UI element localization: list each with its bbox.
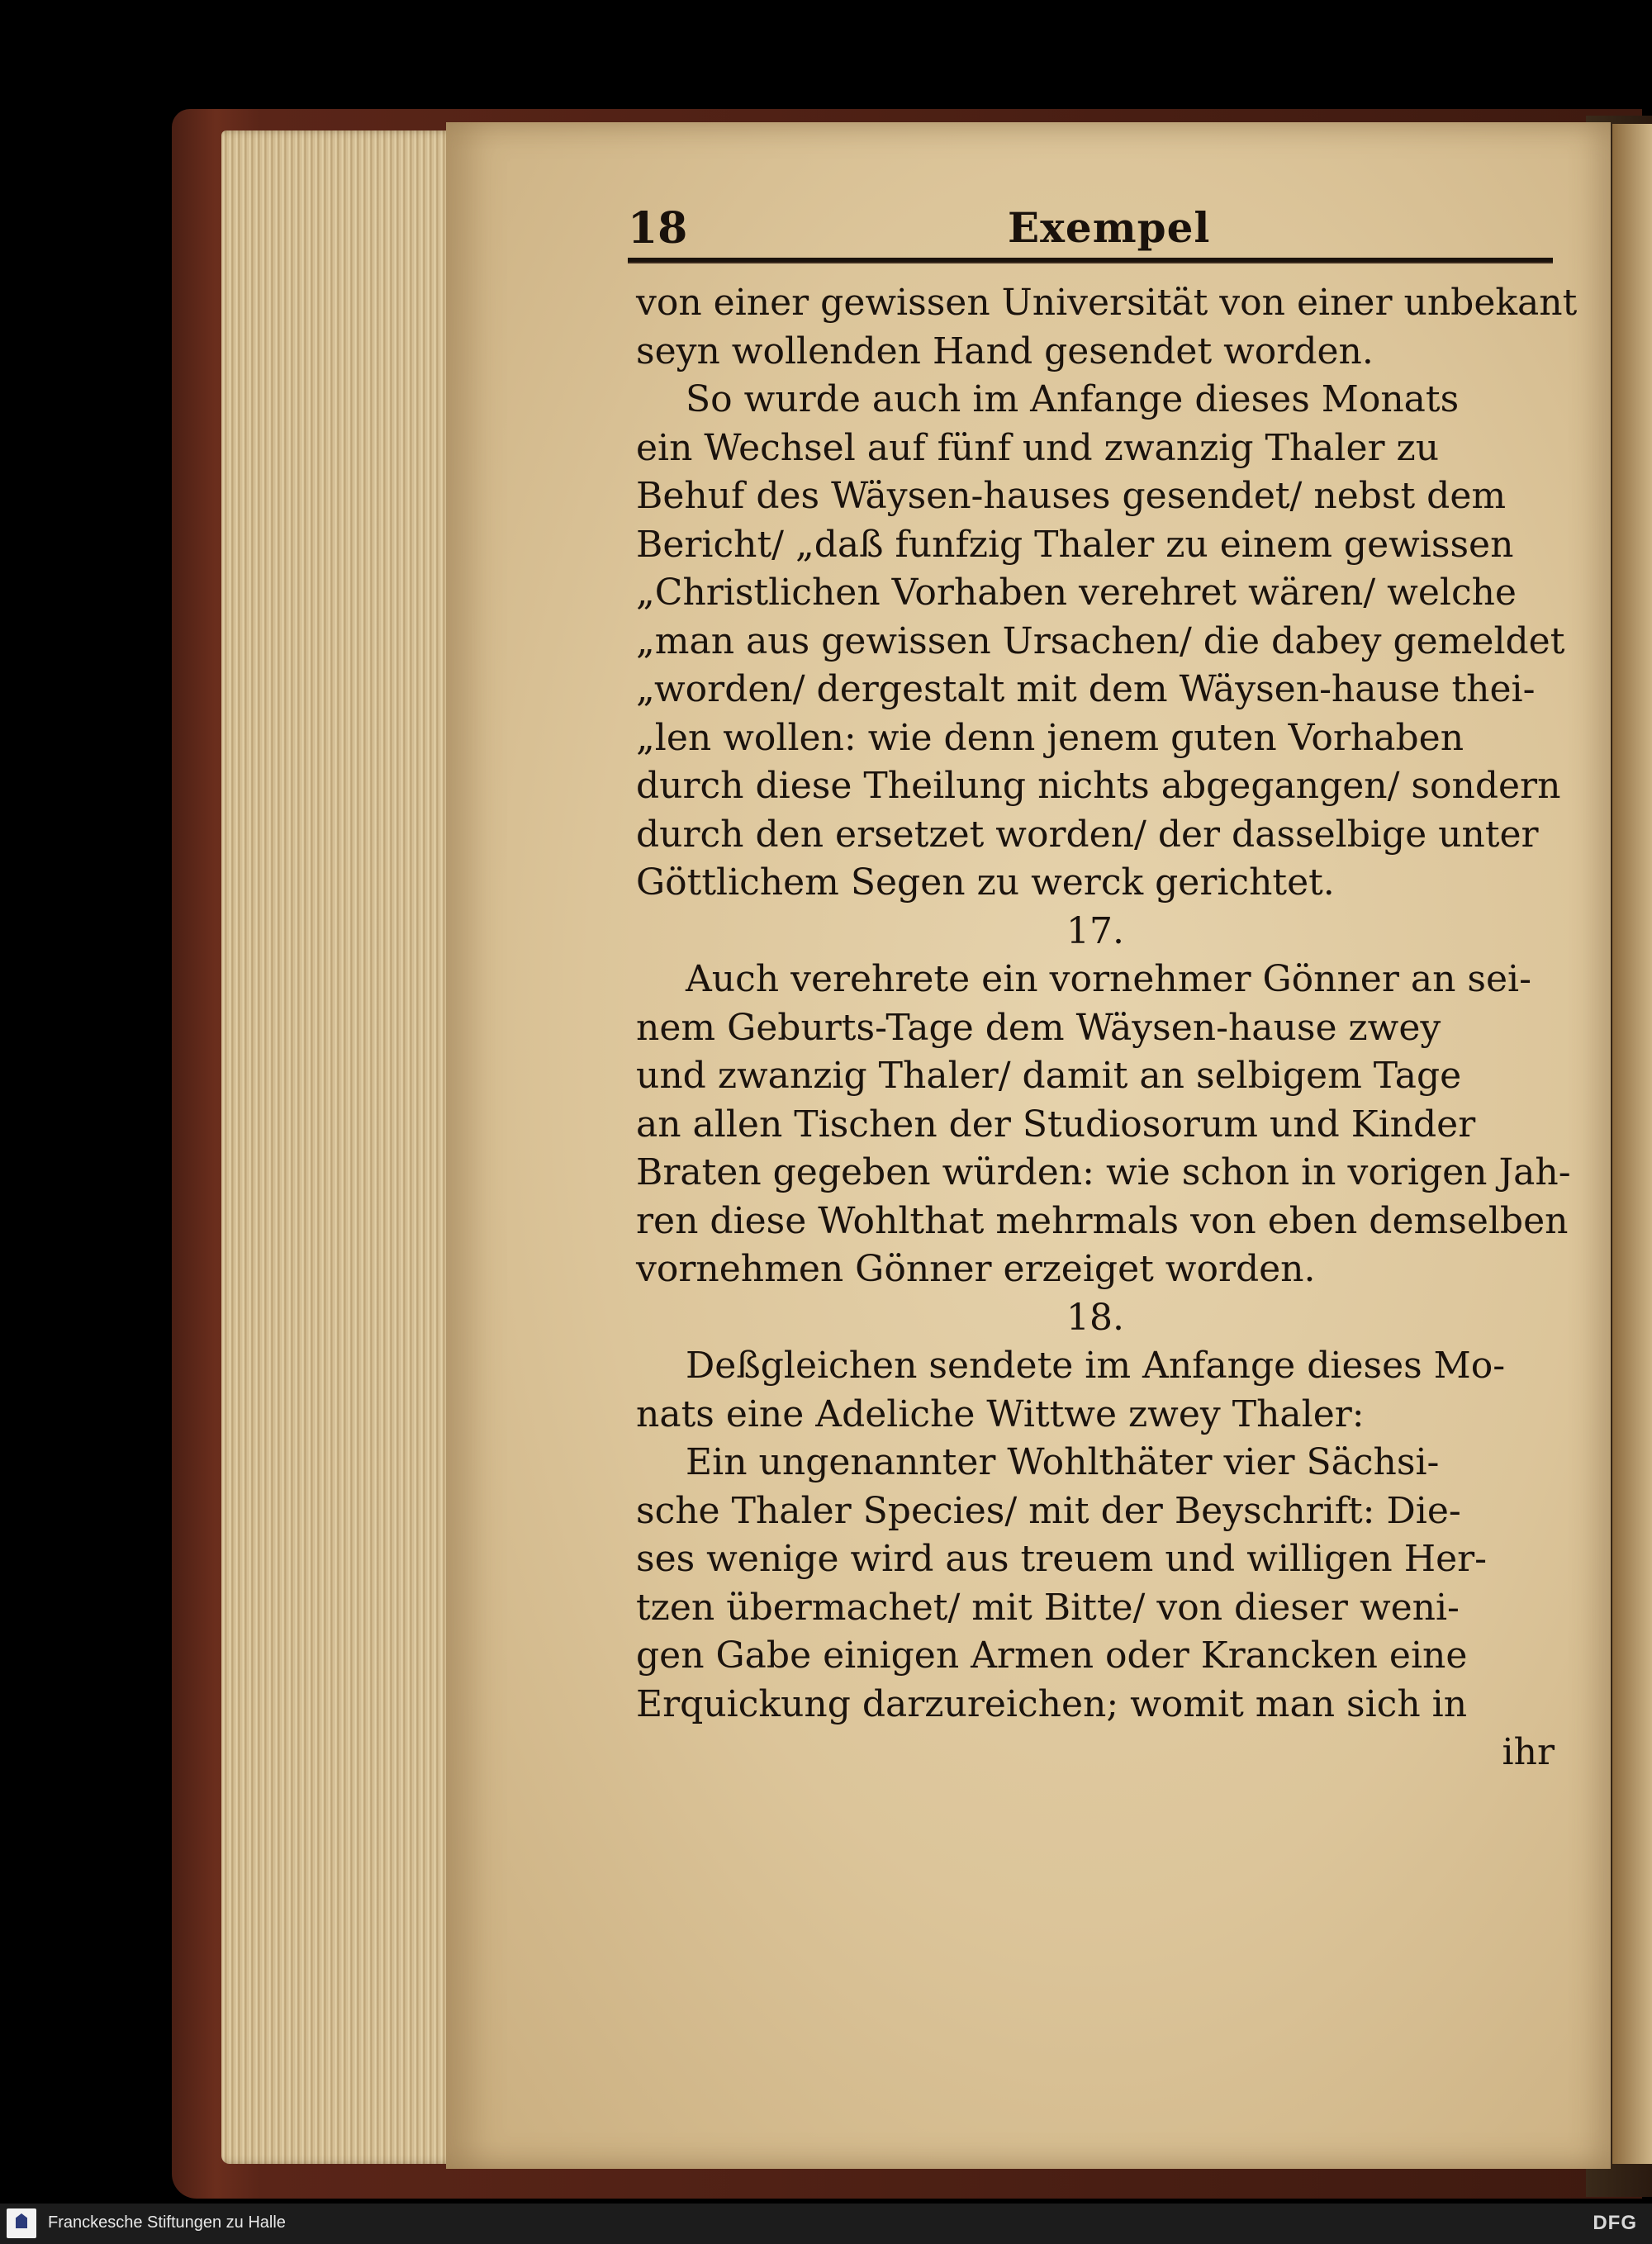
text-line: durch diese Theilung nichts abgegangen/ sondern [636, 765, 1561, 807]
text-line: vornehmen Gönner erzeiget worden. [636, 1248, 1316, 1290]
text-line: ren diese Wohlthat mehrmals von eben demselben [636, 1199, 1569, 1242]
text-line: „worden/ dergestalt mit dem Wäysen-hause thei- [636, 668, 1536, 710]
next-page-edge [1612, 124, 1652, 2164]
text-line: nats eine Adeliche Wittwe zwey Thaler: [636, 1392, 1365, 1435]
logo-mark [16, 2213, 27, 2228]
dfg-logo: DFG [1593, 2212, 1637, 2234]
running-title: Exempel [1008, 203, 1211, 252]
page-edges [221, 130, 461, 2164]
institution-logo-icon [7, 2208, 36, 2238]
text-line: ein Wechsel auf fünf und zwanzig Thaler zu [636, 426, 1440, 469]
catchword: ihr [1502, 1731, 1555, 1773]
text-line: Göttlichem Segen zu werck gerichtet. [636, 861, 1335, 904]
text-line: „Christlichen Vorhaben verehret wären/ welche [636, 572, 1517, 614]
text-line: tzen übermachet/ mit Bitte/ von dieser weni- [636, 1586, 1460, 1629]
page-header [628, 198, 1553, 264]
text-line: und zwanzig Thaler/ damit an selbigem Tage [636, 1055, 1462, 1097]
text-line: Braten gegeben würden: wie schon in vorigen Jah- [636, 1151, 1571, 1193]
text-line: Deßgleichen sendete im Anfange dieses Mo- [686, 1345, 1506, 1387]
text-line: seyn wollenden Hand gesendet worden. [636, 330, 1374, 372]
text-line: „man aus gewissen Ursachen/ die dabey gemeldet [636, 619, 1565, 662]
text-line: an allen Tischen der Studiosorum und Kinder [636, 1103, 1476, 1146]
section-number: 17. [1066, 909, 1124, 952]
section-number: 18. [1066, 1296, 1124, 1339]
text-line: Bericht/ „daß funfzig Thaler zu einem gewissen [636, 523, 1514, 566]
text-line: ses wenige wird aus treuem und willigen Her- [636, 1538, 1488, 1580]
page-text [636, 279, 1578, 1777]
text-line: „len wollen: wie denn jenem guten Vorhaben [636, 716, 1464, 759]
text-line: Ein ungenannter Wohlthäter vier Sächsi- [686, 1441, 1440, 1483]
viewer-footer [0, 2204, 1652, 2244]
institution-name: Franckesche Stiftungen zu Halle [48, 2213, 286, 2232]
header-rule [628, 258, 1553, 263]
text-line: gen Gabe einigen Armen oder Krancken eine [636, 1634, 1468, 1677]
text-line: Erquickung darzureichen; womit man sich in [636, 1682, 1468, 1725]
text-line: Auch verehrete ein vornehmer Gönner an sei- [686, 958, 1531, 1000]
text-line: So wurde auch im Anfange dieses Monats [686, 378, 1460, 420]
text-line: von einer gewissen Universität von einer unbekant [636, 282, 1578, 324]
page-number: 18 [628, 203, 688, 254]
text-line: Behuf des Wäysen-hauses gesendet/ nebst dem [636, 475, 1507, 517]
text-line: sche Thaler Species/ mit der Beyschrift: Die- [636, 1489, 1461, 1532]
text-line: durch den ersetzet worden/ der dasselbige unter [636, 813, 1539, 856]
text-line: nem Geburts-Tage dem Wäysen-hause zwey [636, 1006, 1441, 1049]
